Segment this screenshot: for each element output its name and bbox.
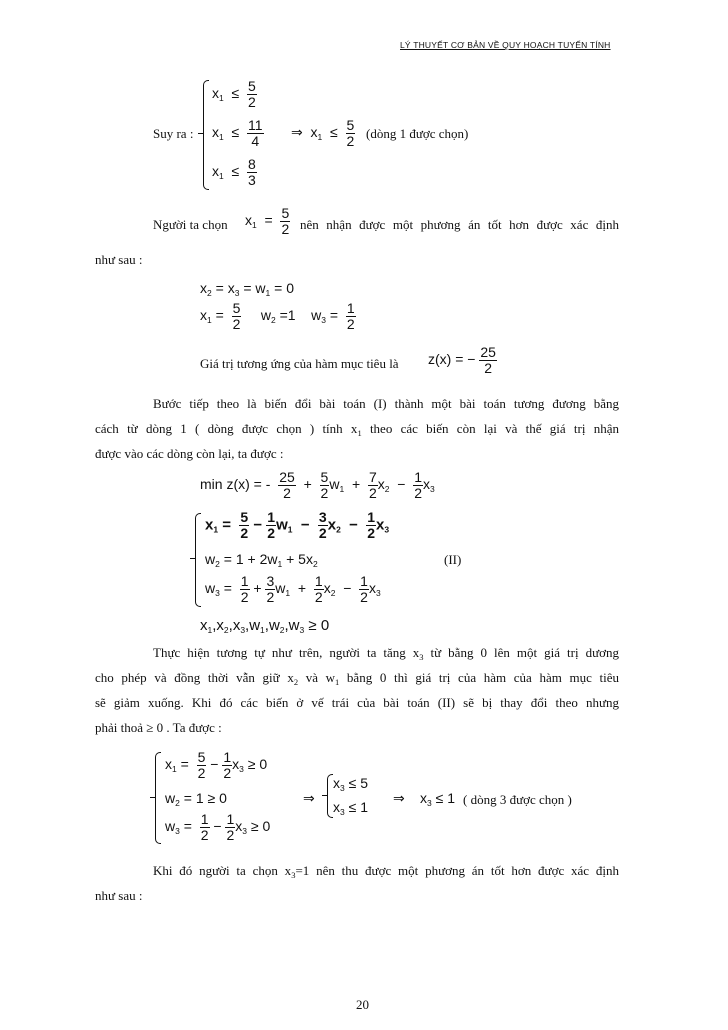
row3-selected-note: ( dòng 3 được chọn ) — [463, 792, 572, 807]
x3-bound: $x_3 \le 1$ — [420, 790, 455, 808]
objective-value-text: Giá trị tương ứng của hàm mục tiêu là — [200, 356, 399, 371]
implies-arrow-2: ⇒ — [393, 790, 405, 806]
para-increase-line-2: cho phép và đồng thời vẫn giữ $x_2$ và $w_1$ bằng 0 thì giá trị của hàm của hàm mục tiêu — [95, 670, 619, 687]
para-choose-text-b: nên nhận được một phương án tốt hơn được xác định — [300, 217, 619, 232]
brace-tip — [150, 797, 155, 798]
chosen-x1-expr: $x_1$ = $\frac{5}{2}$ — [245, 205, 290, 237]
system-brace-3 — [155, 752, 161, 844]
para-increase-line-3: sẽ giảm xuống. Khi đó các biến ở vế trái của bài toán (II) sẽ bị thay đổi theo nhưng — [95, 695, 619, 710]
row-selected-note: (dòng 1 được chọn) — [366, 126, 469, 141]
solution-row-1: $x_2 = x_3 = w_1 = 0$ — [200, 280, 295, 298]
problem-label-II: (II) — [444, 552, 462, 567]
para-increase-line-4: phải thoả ≥ 0 . Ta được : — [95, 720, 222, 735]
solution-row-2: $x_1$ = $\frac{5}{2}$ $w_2 =1$ $w_3$ = $\frac{1}{2}$ — [200, 300, 355, 332]
sys4-row-1: $x_3 \le 5$ — [333, 775, 368, 793]
sys2-row-1: $x_1$ = $\frac{5}{2}$ − $\frac{1}{2}$ $w_1$ − $\frac{3}{2}$ $x_2$ − $\frac{1}{2}$ $x_3$ — [205, 509, 390, 541]
para-choose-text-c: như sau : — [95, 252, 143, 267]
sys2-row-3: $w_3$ = $\frac{1}{2}$ + $\frac{3}{2}$ $w_1$ + $\frac{1}{2}$ $x_2$ − $\frac{1}{2}$ $x_3$ — [205, 573, 381, 605]
page-number: 20 — [356, 997, 369, 1012]
implies-arrow-1: ⇒ — [303, 790, 315, 806]
sys2-row-2: $w_2 = 1 + 2w_1 + 5x_2$ — [205, 551, 318, 569]
system-brace-2 — [195, 513, 201, 607]
suy-ra-label: Suy ra : — [153, 126, 194, 141]
para-choose-text-a: Người ta chọn — [153, 217, 228, 232]
ineq-row-3: $x_1$ ≤ $\frac{8}{3}$ — [212, 156, 256, 188]
running-header: LÝ THUYẾT CƠ BẢN VỀ QUY HOẠCH TUYẾN TÍNH — [400, 40, 611, 50]
para-choose-x3-line-2: như sau : — [95, 888, 143, 903]
para-choose-x3-line-1: Khi đó người ta chọn $x_3=1$ nên thu được một phương án tốt hơn được xác định — [153, 863, 619, 880]
para-transform-line-2: cách từ dòng 1 ( dòng được chọn ) tính $x_1$ theo các biến còn lại và thế giá trị nhận — [95, 421, 619, 438]
ineq-row-1: $x_1$ ≤ $\frac{5}{2}$ — [212, 78, 256, 110]
sys3-row-3: $w_3$ = $\frac{1}{2}$ − $\frac{1}{2}$ $x_3 \ge 0$ — [165, 811, 271, 843]
para-transform-line-1: Bước tiếp theo là biến đổi bài toán (I) thành một bài toán tương đương bằng — [153, 396, 619, 411]
brace-tip — [322, 795, 327, 796]
brace-tip — [198, 133, 203, 134]
para-increase-line-1: Thực hiện tương tự như trên, người ta tăng $x_3$ từ bằng 0 lên một giá trị dương — [153, 645, 619, 662]
nonnegativity-constraint: $x_1,x_2,x_3,w_1,w_2,w_3 \ge 0$ — [200, 617, 330, 635]
brace-tip — [190, 558, 195, 559]
sys3-row-1: $x_1$ = $\frac{5}{2}$ − $\frac{1}{2}$ $x_3 \ge 0$ — [165, 749, 268, 781]
sys4-row-2: $x_3 \le 1$ — [333, 799, 368, 817]
implies-result: ⇒ $x_1$ ≤ $\frac{5}{2}$ — [291, 117, 355, 149]
sys3-row-2: $w_2 = 1 \ge 0$ — [165, 790, 227, 808]
para-transform-line-3: được vào các dòng còn lại, ta được : — [95, 446, 284, 461]
system-brace-1 — [203, 80, 209, 190]
objective-value-expr: z(x) = − $\frac{25}{2}$ — [428, 344, 496, 376]
min-objective: min z(x) = - $\frac{25}{2}$ + $\frac{5}{2}$ $w_1$ + $\frac{7}{2}$ $x_2$ − $\frac{1}{2}$ $x_3$ — [200, 469, 435, 501]
ineq-row-2: $x_1$ ≤ $\frac{11}{4}$ — [212, 117, 263, 149]
